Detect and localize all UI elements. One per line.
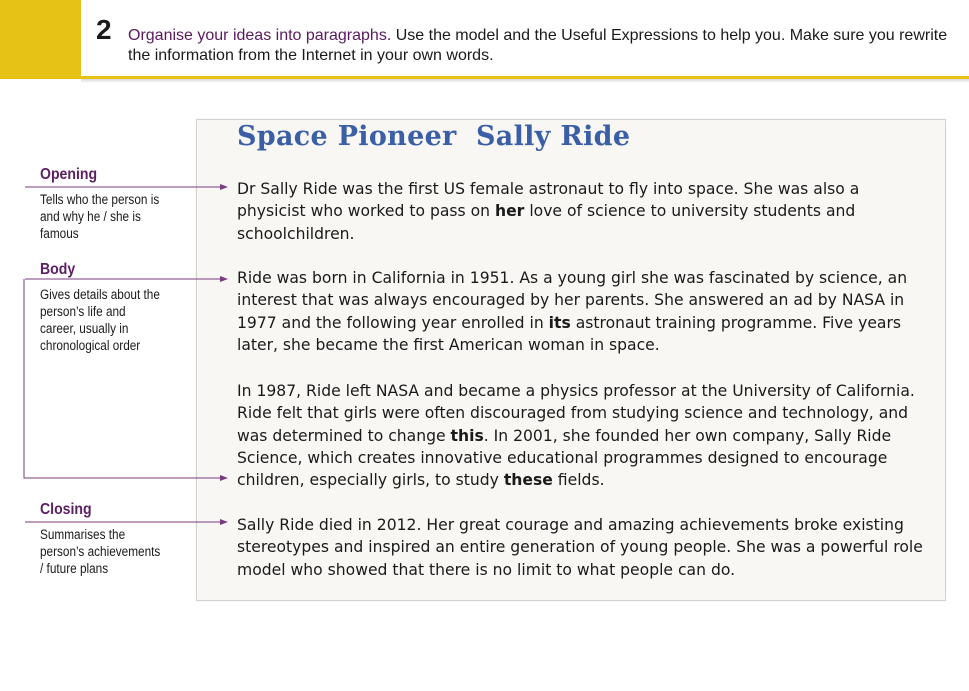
opening-paragraph: Dr Sally Ride was the first US female astronaut to fly into space. She was also a physicist who worked to pass on her love of science to university students and schoolchildren. bbox=[237, 180, 860, 243]
body-description: Gives details about the person’s life and career, usually in chronological order bbox=[40, 287, 160, 353]
closing-paragraph: Sally Ride died in 2012. Her great courage and amazing achievements broke existing stereotypes and inspired an entire generation of young people. She was a powerful role model who showed that there is no limit to what people can do. bbox=[237, 516, 923, 579]
task-lead: Organise your ideas into paragraphs. bbox=[128, 27, 392, 44]
closing-arrow-icon bbox=[220, 519, 228, 525]
body-arrow-icon bbox=[220, 276, 228, 282]
body-end-arrow-icon bbox=[220, 475, 228, 481]
body-paragraph-2: In 1987, Ride left NASA and became a physics professor at the University of California. Ride felt that girls were often discouraged from studying science and technology, and was determined to change this. In 2001, she founded her own company, Sally Ride Science, which creates innovative educational programmes designed to encourage children, especially girls, to study these fields. bbox=[237, 382, 915, 490]
opening-label: Opening bbox=[40, 166, 98, 183]
article-title: Space Pioneer Sally Ride bbox=[237, 121, 631, 152]
opening-arrow-icon bbox=[220, 184, 228, 190]
closing-label: Closing bbox=[40, 501, 92, 518]
reference-word: these bbox=[503, 471, 553, 490]
opening-description: Tells who the person is and why he / she is famous bbox=[40, 192, 160, 241]
reference-word: her bbox=[494, 202, 525, 221]
body-paragraph-1: Ride was born in California in 1951. As a young girl she was fascinated by science, an interest that was always encouraged by her parents. She answered an ad by NASA in 1977 and the following year enrolled in its astronaut training programme. Five years later, she became the first American woman in space. bbox=[237, 269, 908, 354]
body-label: Body bbox=[40, 261, 76, 278]
task-rest: Use the model and the Useful Expressions to help you. Make sure you rewrite the information from the Internet in your own words. bbox=[128, 27, 948, 64]
closing-description: Summarises the person’s achievements / future plans bbox=[40, 527, 161, 576]
task-number: 2 bbox=[96, 14, 112, 45]
reference-word: its bbox=[548, 313, 571, 332]
reference-word: this bbox=[450, 426, 484, 445]
